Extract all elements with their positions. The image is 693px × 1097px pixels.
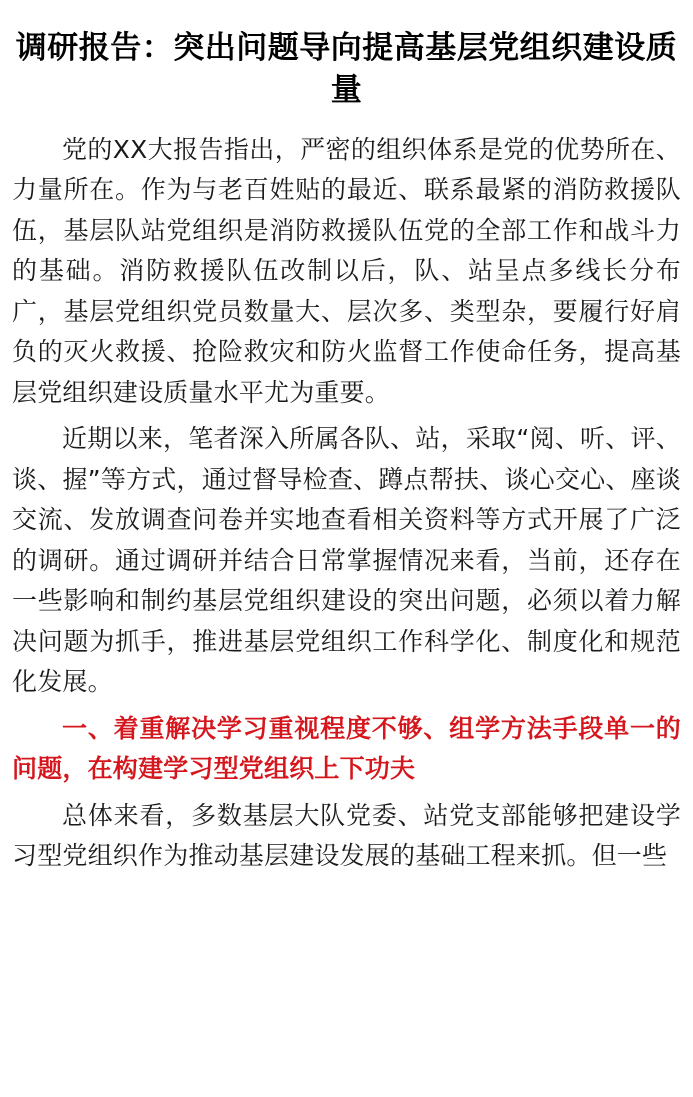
- page-title: 调研报告：突出问题导向提高基层党组织建设质量: [15, 30, 678, 108]
- paragraph-1: 党的XX大报告指出，严密的组织体系是党的优势所在、力量所在。作为与老百姓贴的最近、联系最紧的消防救援队伍，基层队站党组织是消防救援队伍党的全部工作和战斗力的基础。消防救援队伍改制以后，队、站呈点多线长分布广，基层党组织党员数量大、层次多、类型杂，要履行好肩负的灭火救援、抢险救灾和防火监督工作使命任务，提高基层党组织建设质量水平尤为重要。: [12, 134, 681, 407]
- paragraph-3: 总体来看，多数基层大队党委、站党支部能够把建设学习型党组织作为推动基层建设发展的基础工程来抓。但一些: [12, 800, 681, 871]
- paragraph-2: 近期以来，笔者深入所属各队、站，采取“阅、听、评、谈、握”等方式，通过督导检查、蹲点帮扶、谈心交心、座谈交流、发放调查问卷并实地查看相关资料等方式开展了广泛的调研。通过调研并结合日常掌握情况来看，当前，还存在一些影响和制约基层党组织建设的突出问题，必须以着力解决问题为抓手，推进基层党组织工作科学化、制度化和规范化发展。: [12, 424, 681, 697]
- section-heading-1: 一、着重解决学习重视程度不够、组学方法手段单一的问题，在构建学习型党组织上下功夫: [12, 713, 681, 784]
